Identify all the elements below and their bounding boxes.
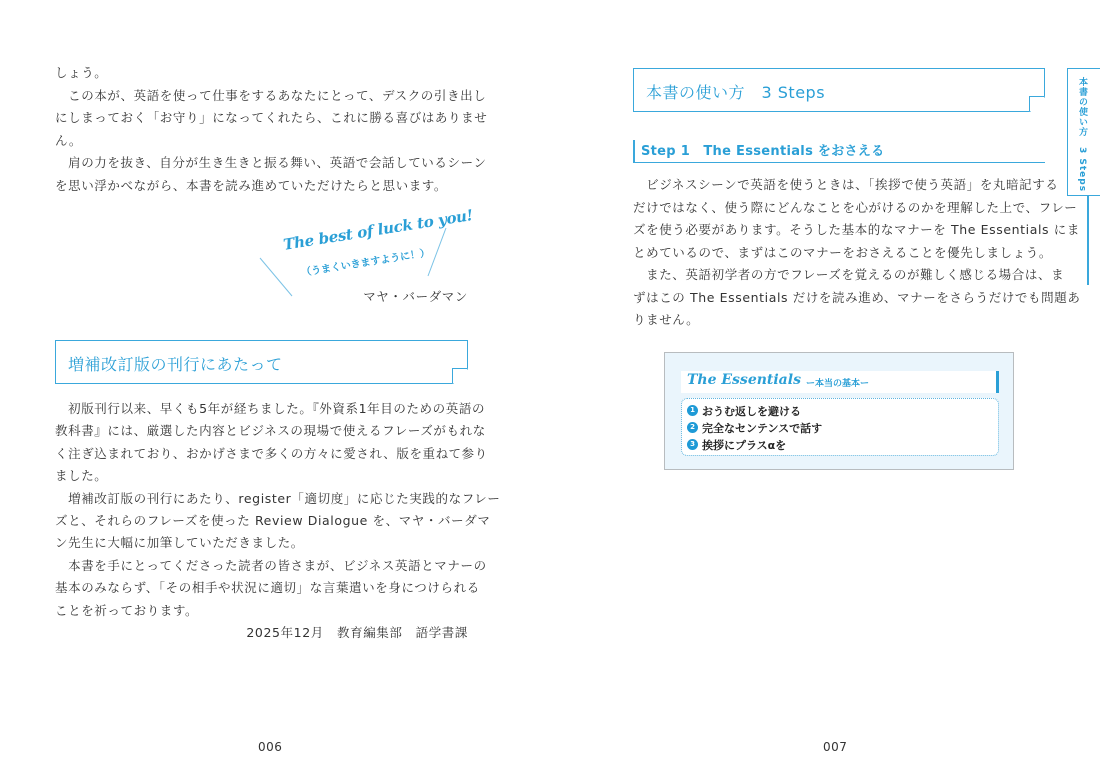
text-line: ズと、それらのフレーズを使った Review Dialogue を、マヤ・バーダマ: [55, 513, 491, 528]
number-badge-icon: 2: [687, 422, 698, 433]
page-number-right: 007: [823, 740, 848, 754]
step-heading: [633, 140, 1045, 163]
text-line: とめているので、まずはこのマナーをおさえることを優先しましょう。: [633, 244, 1052, 260]
step-heading-text: Step 1 The Essentials をおさえる: [641, 144, 885, 159]
text-line: 教科書』には、厳選した内容とビジネスの現場で使えるフレーズがもれな: [55, 423, 486, 439]
message-english: The best of luck to you!: [282, 206, 475, 254]
essentials-item-text: 挨拶にプラスαを: [702, 438, 787, 452]
essentials-item: [687, 436, 998, 453]
essentials-box: [664, 352, 1014, 470]
text-line: ビジネスシーンで英語を使うときは、「挨拶で使う英語」を丸暗記する: [633, 177, 1059, 192]
essentials-subtitle: ー本当の基本ー: [806, 379, 870, 389]
text-line: しょう。: [55, 65, 108, 80]
essentials-item-text: おうむ返しを避ける: [702, 404, 801, 418]
essentials-title: The Essentials: [687, 372, 801, 388]
text-line: ん。: [55, 132, 82, 148]
page-number-left: 006: [258, 740, 283, 754]
signature: 2025年12月 教育編集部 語学書課: [246, 625, 468, 640]
text-line: ズを使う必要があります。そうした基本的なマナーを The Essentials にま: [633, 222, 1080, 237]
essentials-title-bar: [681, 371, 999, 393]
text-line: ことを祈っております。: [55, 602, 199, 618]
text-line: ずはこの The Essentials だけを読み進め、マナーをさらうだけでも問題あ: [633, 289, 1081, 305]
number-badge-icon: 3: [687, 439, 698, 450]
text-line: く注ぎ込まれており、おかげさまで多くの方々に愛され、版を重ねて参り: [55, 445, 488, 461]
text-line: また、英語初学者の方でフレーズを覚えるのが難しく感じる場合は、ま: [633, 267, 1065, 282]
text-line: ました。: [55, 468, 108, 484]
essentials-list: [681, 398, 999, 456]
essentials-item: [687, 419, 998, 436]
text-line: りません。: [633, 312, 700, 327]
text-line: にしまっておく「お守り」になってくれたら、これに勝る喜びはありませ: [55, 110, 488, 125]
section-heading-box: [55, 340, 468, 384]
page-heading-box: [633, 68, 1045, 112]
text-line: 基本のみならず、「その相手や状況に適切」な言葉遣いを身につけられる: [55, 580, 480, 596]
text-line: 肩の力を抜き、自分が生き生きと振る舞い、英語で会話しているシーン: [55, 155, 487, 170]
text-line: 本書を手にとってくださった読者の皆さまが、ビジネス英語とマナーの: [55, 557, 487, 573]
section-heading: 増補改訂版の刊行にあたって: [68, 355, 283, 374]
author-name: マヤ・バーダマン: [363, 289, 468, 304]
message-japanese: （うまくいきますように！）: [300, 247, 431, 279]
text-line: ン先生に大幅に加筆していただきました。: [55, 535, 304, 551]
text-line: この本が、英語を使って仕事をするあなたにとって、デスクの引き出し: [55, 87, 487, 103]
essentials-item-text: 完全なセンテンスで話す: [702, 421, 823, 435]
side-tab: [1067, 68, 1100, 196]
essentials-item: [687, 402, 998, 419]
text-line: 初版刊行以来、早くも5年が経ちました。『外資系1年目のための英語の: [55, 401, 486, 416]
text-line: を思い浮かべながら、本書を読み進めていただけたらと思います。: [55, 177, 448, 193]
side-tab-line: [1087, 195, 1089, 285]
text-line: 増補改訂版の刊行にあたり、register「適切度」に応じた実践的なフレー: [55, 490, 501, 506]
page-heading: 本書の使い方 3 Steps: [646, 83, 826, 102]
text-line: だけではなく、使う際にどんなことを心がけるのかを理解した上で、フレー: [633, 199, 1078, 215]
side-tab-label: 本書の使い方 3 Steps: [1077, 77, 1087, 193]
number-badge-icon: 1: [687, 405, 698, 416]
